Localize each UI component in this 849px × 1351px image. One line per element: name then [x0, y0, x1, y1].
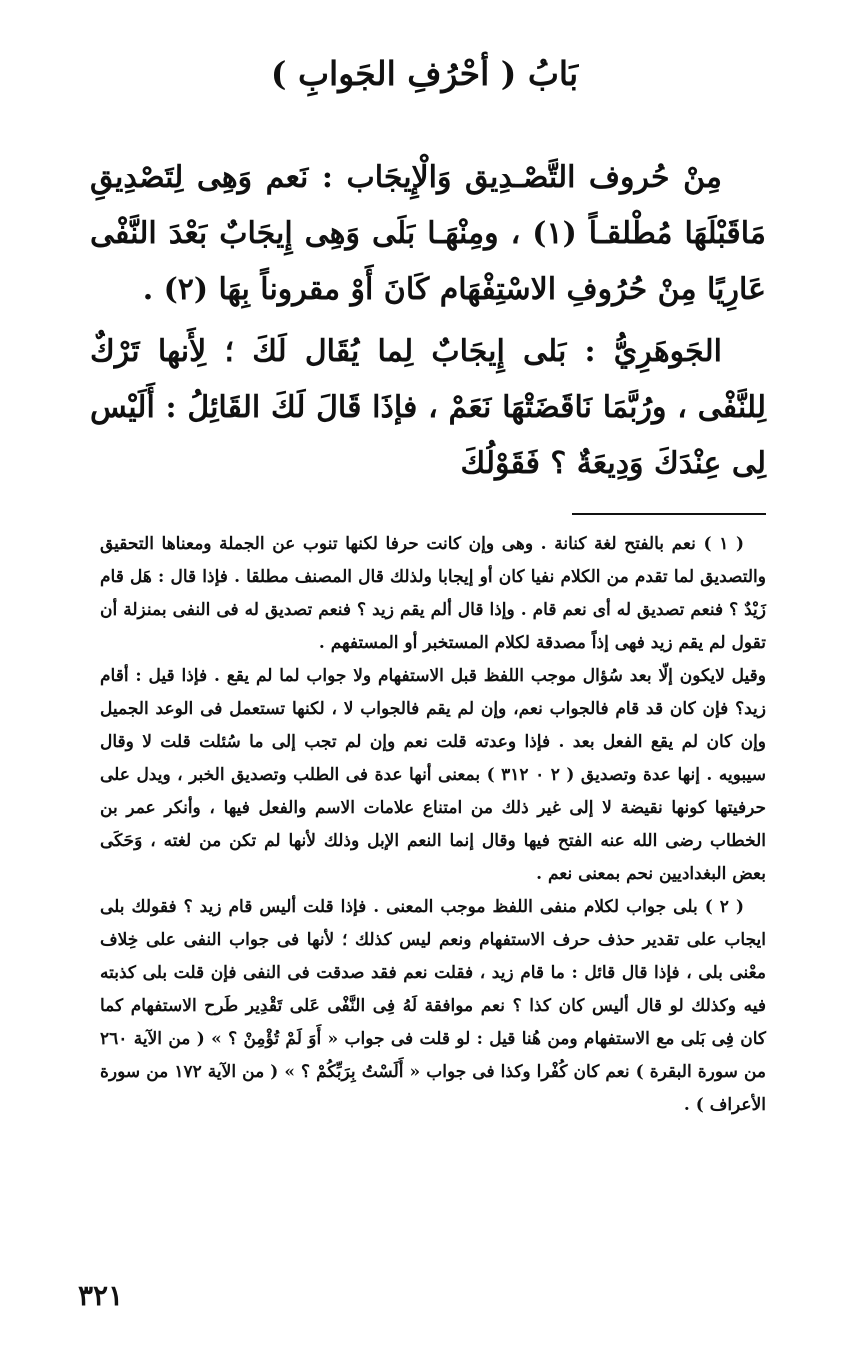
footnote-separator: [572, 513, 766, 515]
footnote-2: ( ٢ ) بلى جواب لكلام منفى اللفظ موجب المعنى . فإذا قلت أليس قام زيد ؟ فقولك بلى ايجاب على تقدير حذف حرف الاستفهام ونعم ليس كذلك ؛ لأنها فى جواب النفى على خِلاف معْنى بلى ، فإذا قال قائل : ما قام زيد ، فقلت نعم فقد صدقت فى النفى فإن قلت بلى كذبته فيه وكذلك لو قال أليس كان كذا ؟ نعم موافقة لَهُ فِى النَّفْى عَلى تَقْدِير طَرح الاستفهام كما كان فِى بَلى مع الاستفهام ومن هُنا قيل : لو قلت فى جواب « أَوَ لَمْ تُؤْمِنْ ؟ » ( من الآية ٢٦٠ من سورة البقرة ) نعم كان كُفْرا وكذا فى جواب « أَلَسْتُ بِرَبِّكُمْ ؟ » ( من الآية ١٧٢ من سورة الأعراف ) .: [100, 897, 767, 1115]
footnote-1-part-2: وقيل لايكون إلّا بعد سُؤال موجب اللفظ قبل الاستفهام ولا جواب لما لم يقع . فإذا قيل : أقام زيد؟ فإن كان قد قام فالجواب نعم، وإن لم يقم فالجواب لا ، لكنها تستعمل فى الوعد الجميل وإن كان لم يقع الفعل بعد . فإذا وعدته قلت نعم وإن لم تجب إلى ما سُئلت قلت لا وقال سيبويه . إنها عدة وتصديق ( ٢ ٠ ٣١٢ ) بمعنى أنها عدة فى الطلب وتصديق الخبر ، ويدل على حرفيتها كونها نقيضة لا إلى غير ذلك من امتناع علامات الاسم والفعل فيها ، وأنكر عمر بن الخطاب رضى الله عنه الفتح فيها وقال إنما النعم الإبل وذلك لأنها لم تكن من لغته ، وَحَكَى بعض البغداديين نحم بمعنى نعم .: [100, 666, 766, 884]
main-paragraph-1: مِنْ حُروف التَّصْـدِيق وَالْإِيجَاب : نَعم وَهِى لِتَصْدِيقِ مَاقَبْلَهَا مُطْلقـاً (١) ، ومِنْهَـا بَلَى وَهِى إِيجَابٌ بَعْدَ النَّفْى عَارِيًا مِنْ حُرُوفِ الاسْتِفْهَام كَانَ أَوْ مقروناً بِهَا (٢) .: [90, 160, 766, 307]
page-number: ٣٢١: [78, 1279, 124, 1312]
main-paragraph-2: الجَوهَرِيُّ : بَلى إِيجَابٌ لِما يُقَال لَكَ ؛ لِأَنها تَرْكٌ لِلنَّفْى ، ورُبَّمَا نَاقَضَتْهَا نَعَمْ ، فإذَا قَالَ لَكَ القَائِلُ : أَلَيْس لِى عِنْدَكَ وَدِيعَةٌ ؟ فَقَوْلُكَ: [90, 334, 766, 481]
main-text: [90, 150, 766, 498]
footnotes: [100, 528, 766, 1122]
footnote-1-part-1: ( ١ ) نعم بالفتح لغة كنانة . وهى وإن كانت حرفا لكنها تنوب عن الجملة ومعناها التحقيق والتصديق لما تقدم من الكلام نفيا كان أو إيجابا ولذلك قال المصنف مطلقا . فإذا قال : هَل قام زَيْدٌ ؟ فنعم تصديق له أى نعم قام . وإذا قال ألم يقم زيد ؟ فنعم تصديق له فى النفى بمنزلة أن تقول لم يقم زيد فهى إذاً مصدقة لكلام المستخبر أو المستفهم .: [100, 534, 766, 653]
chapter-title: بَابُ ( أحْرُفِ الجَوابِ ): [270, 54, 579, 93]
